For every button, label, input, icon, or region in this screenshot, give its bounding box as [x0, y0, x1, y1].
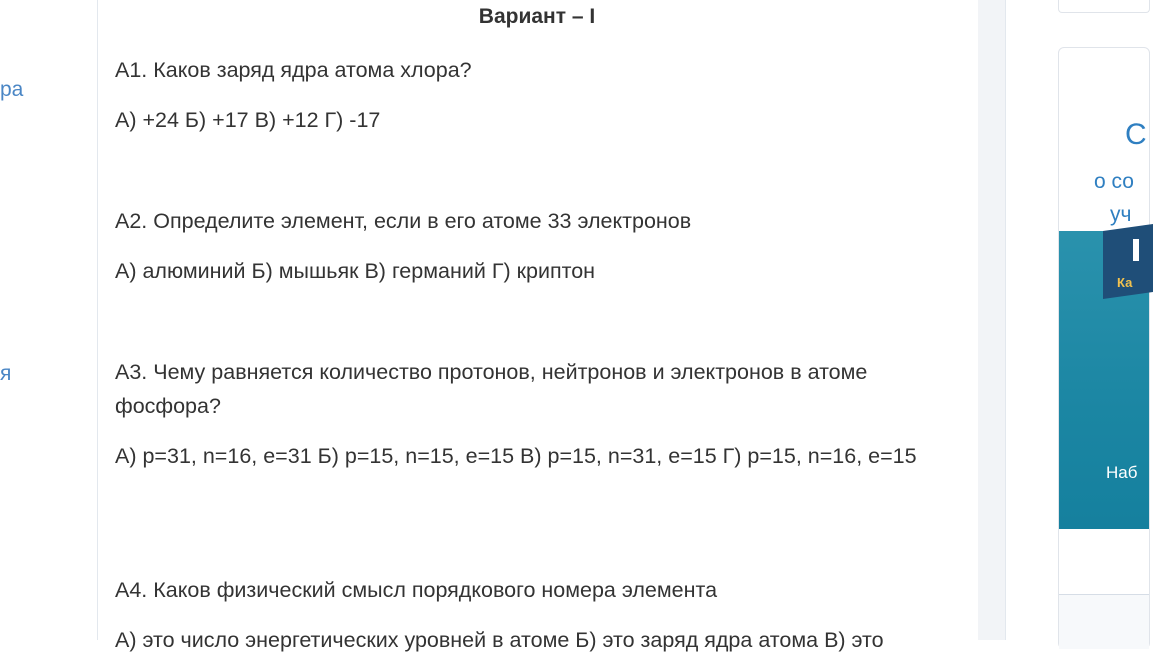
- promo-heading: С: [1125, 118, 1147, 151]
- promo-banner[interactable]: [1059, 231, 1149, 529]
- question-a2: А2. Определите элемент, если в его атоме 33 электронов: [115, 209, 692, 233]
- left-sidebar: [0, 0, 96, 640]
- sidebar-link-2[interactable]: я: [0, 362, 12, 385]
- variant-title: Вариант – I: [478, 5, 596, 28]
- banner-caption: Наб: [1106, 463, 1138, 482]
- answers-a1: А) +24 Б) +17 В) +12 Г) -17: [115, 108, 381, 132]
- gutter-divider: [1005, 0, 1006, 640]
- answers-a3: А) p=31, n=16, e=31 Б) p=15, n=15, e=15 В) p=15, n=31, e=15 Г) p=15, n=16, e=15: [115, 444, 917, 468]
- answers-a4: А) это число энергетических уровней в атоме Б) это заряд ядра атома В) это: [115, 628, 884, 652]
- test-content-card: [97, 0, 979, 640]
- question-a3: А3. Чему равняется количество протонов, нейтронов и электронов в атоме фосфора?: [115, 360, 868, 418]
- answers-a2: А) алюминий Б) мышьяк В) германий Г) криптон: [115, 259, 596, 283]
- question-a1: А1. Каков заряд ядра атома хлора?: [115, 58, 472, 82]
- scroll-gutter: [978, 0, 1006, 640]
- right-top-card: [1058, 0, 1150, 13]
- promo-line-2: уч: [1110, 203, 1132, 226]
- question-a4: А4. Каков физический смысл порядкового номера элемента: [115, 578, 718, 602]
- promo-line-1: о со: [1094, 170, 1134, 193]
- course-promo-card[interactable]: [1058, 47, 1150, 649]
- banner-logo-icon: [1133, 239, 1139, 261]
- sidebar-link-1[interactable]: ра: [0, 78, 24, 101]
- banner-label: Ка: [1117, 275, 1133, 290]
- promo-footer-box: [1059, 594, 1149, 649]
